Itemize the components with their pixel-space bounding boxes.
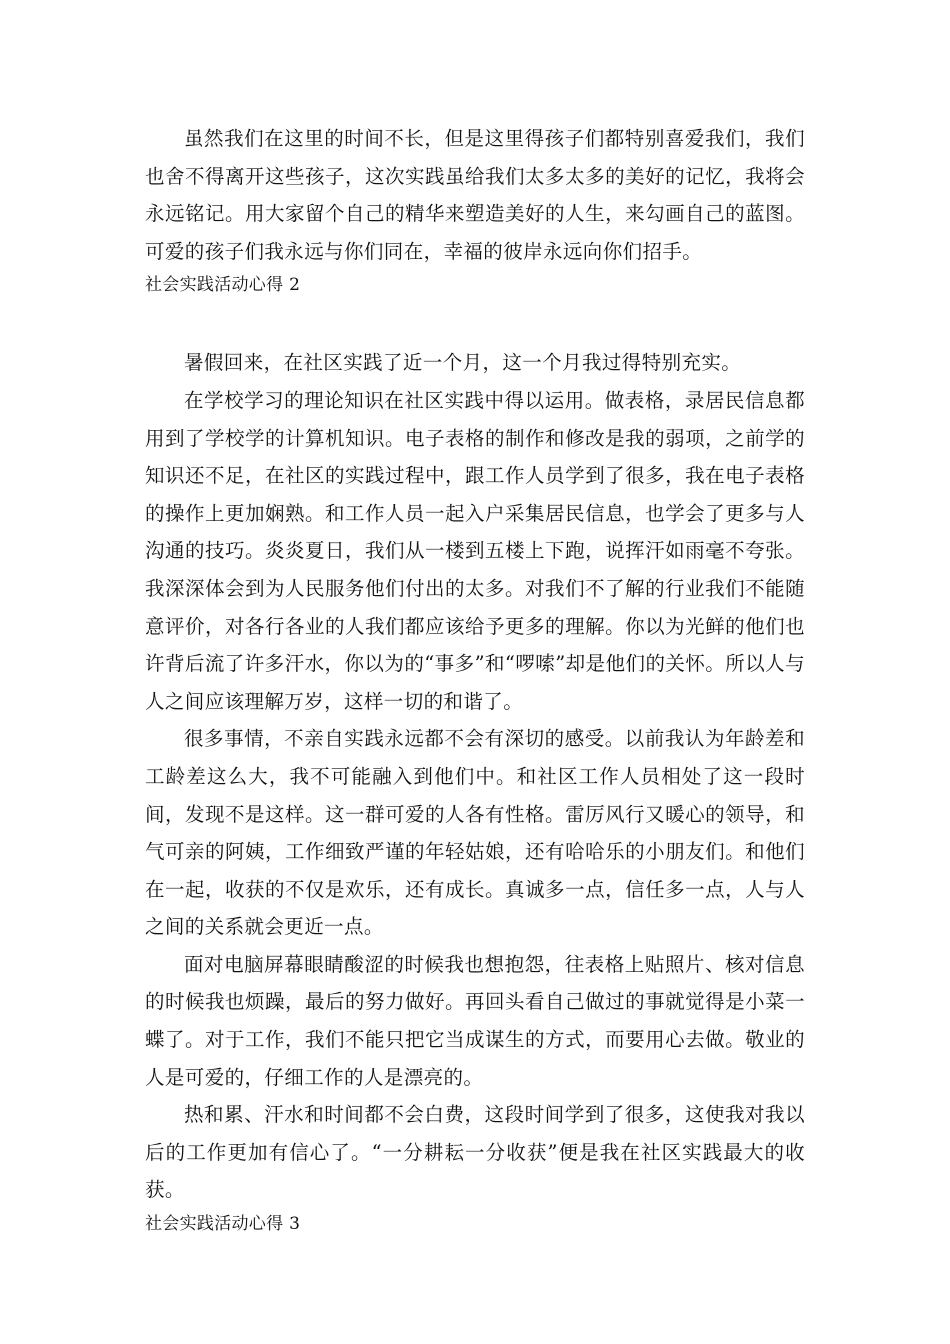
intro-paragraph: 虽然我们在这里的时间不长，但是这里得孩子们都特别喜爱我们，我们也舍不得离开这些孩子，这次实践虽给我们太多太多的美好的记忆，我将会永远铭记。用大家留个自己的精华来塑造美好的人生，来勾画自己的蓝图。可爱的孩子们我永远与你们同在，幸福的彼岸永远向你们招手。 — [145, 127, 805, 263]
section-gap — [145, 300, 805, 344]
section2-paragraph-4: 面对电脑屏幕眼睛酸涩的时候我也想抱怨，往表格上贴照片、核对信息的时候我也烦躁，最后的努力做好。再回头看自己做过的事就觉得是小菜一蝶了。对于工作，我们不能只把它当成谋生的方式，而要用心去做。敬业的人是可爱的，仔细工作的人是漂亮的。 — [145, 952, 805, 1089]
section2-paragraph-2: 在学校学习的理论知识在社区实践中得以运用。做表格，录居民信息都用到了学校学的计算机知识。电子表格的制作和修改是我的弱项，之前学的知识还不足，在社区的实践过程中，跟工作人员学到了很多，我在电子表格的操作上更加娴熟。和工作人员一起入户采集居民信息，也学会了更多与人沟通的技巧。炎炎夏日，我们从一楼到五楼上下跑，说挥汗如雨毫不夸张。我深深体会到为人民服务他们付出的太多。对我们不了解的行业我们不能随意评价，对各行各业的人我们都应该给予更多的理解。你以为光鲜的他们也许背后流了许多汗水，你以为的“事多”和“啰嗦”却是他们的关怀。所以人与人之间应该理解万岁，这样一切的和谐了。 — [145, 388, 805, 713]
section2-paragraph-5: 热和累、汗水和时间都不会白费，这段时间学到了很多，这使我对我以后的工作更加有信心了。“一分耕耘一分收获”便是我在社区实践最大的收获。 — [145, 1103, 805, 1202]
document-page — [145, 120, 805, 1239]
section-heading-2: 社会实践活动心得 2 — [145, 275, 301, 296]
section2-paragraph-1: 暑假回来，在社区实践了近一个月，这一个月我过得特别充实。 — [184, 351, 742, 375]
section2-paragraph-3: 很多事情，不亲自实践永远都不会有深切的感受。以前我认为年龄差和工龄差这么大，我不可能融入到他们中。和社区工作人员相处了这一段时间，发现不是这样。这一群可爱的人各有性格。雷厉风行又暖心的领导，和气可亲的阿姨，工作细致严谨的年轻姑娘，还有哈哈乐的小朋友们。和他们在一起，收获的不仅是欢乐，还有成长。真诚多一点，信任多一点，人与人之间的关系就会更近一点。 — [145, 727, 805, 939]
section-heading-3: 社会实践活动心得 3 — [145, 1214, 301, 1235]
